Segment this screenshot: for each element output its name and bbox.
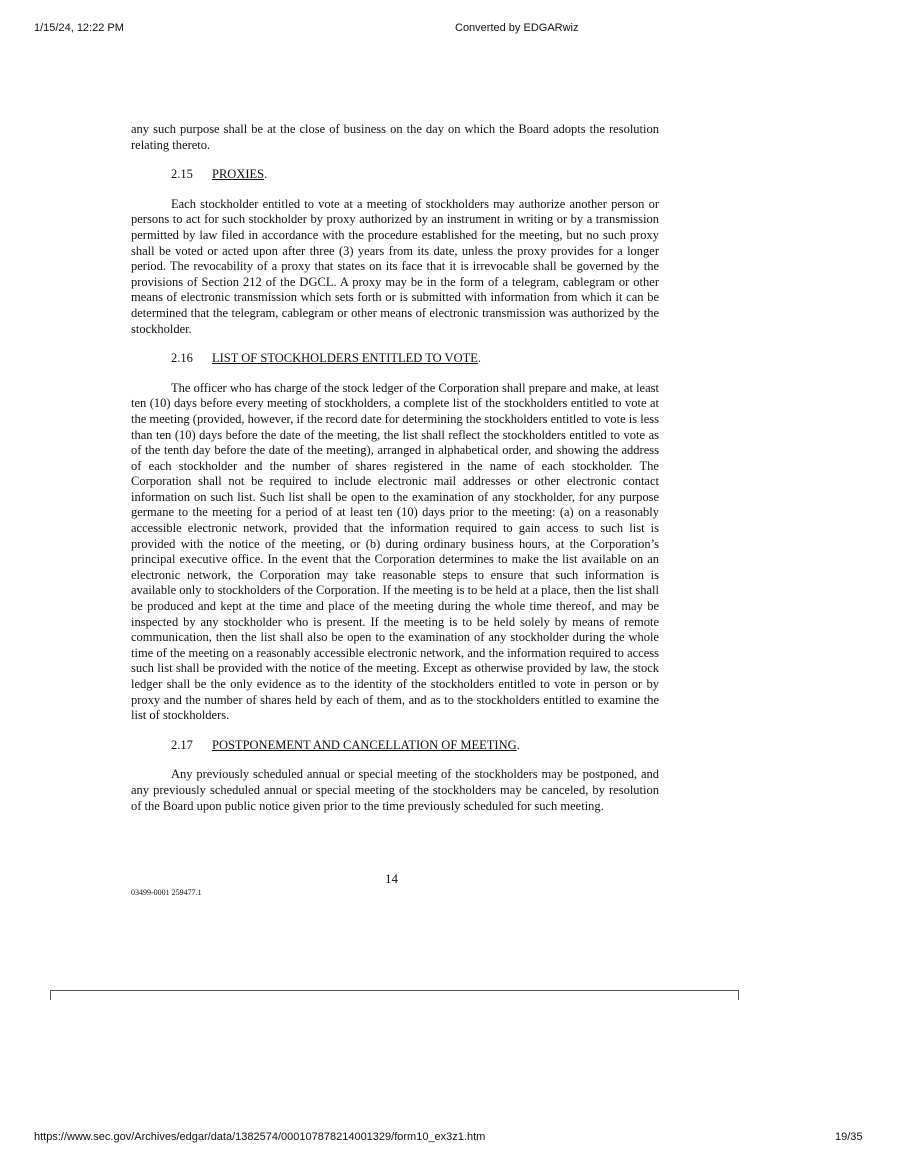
section-heading-2-15 [171,167,659,183]
section-body-2-15: Each stockholder entitled to vote at a meeting of stockholders may authorize another person or persons to act for such stockholder by proxy authorized by an instrument in writing or by a transmission permitted by law filed in accordance with the procedure established for the meeting, but no such proxy shall be voted or acted upon after three (3) years from its date, unless the proxy provides for a longer period. The revocability of a proxy that states on its face that it is irrevocable shall be governed by the provisions of Section 212 of the DGCL. A proxy may be in the form of a telegram, cablegram or other means of electronic transmission which sets forth or is submitted with information from which it can be determined that the telegram, cablegram or other means of electronic transmission was authorized by the stockholder. [131,196,659,336]
section-title-period: . [264,167,268,182]
page-number: 14 [385,871,398,886]
section-body-2-16: The officer who has charge of the stock ledger of the Corporation shall prepare and make, at least ten (10) days before every meeting of stockholders, a complete list of the stockholders entitled to vote at the meeting (provided, however, if the record date for determining the stockholders entitled to vote is less than ten (10) days before the date of the meeting, the list shall reflect the stockholders entitled to vote as of the tenth day before the date of the meeting), arranged in alphabetical order, and showing the address of each stockholder and the number of shares registered in the name of each stockholder. The Corporation shall not be required to include electronic mail addresses or other electronic contact information on such list. Such list shall be open to the examination of any stockholder, for any purpose germane to the meeting for a period of at least ten (10) days prior to the meeting: (a) on a reasonably accessible electronic network, provided that the information required to gain access to such list is provided with the notice of the meeting, or (b) during ordinary business hours, at the Corporation’s principal executive office. In the event that the Corporation determines to make the list available on an electronic network, the Corporation may take reasonable steps to ensure that such information is available only to stockholders of the Corporation. If the meeting is to be held at a place, then the list shall be produced and kept at the time and place of the meeting during the whole time thereof, and may be inspected by any stockholder who is present. If the meeting is to be held solely by means of remote communication, then the list shall also be open to the examination of any stockholder during the whole time of the meeting on a reasonably accessible electronic network, and the information required to access such list shall be provided with the notice of the meeting. Except as otherwise provided by law, the stock ledger shall be the only evidence as to the identity of the stockholders entitled to vote in person or by proxy and the number of shares held by each of them, and as to the stockholders entitled to examine the list of stockholders. [131,380,659,723]
page-frame-divider [50,990,739,1000]
section-title-period: . [516,737,520,752]
section-number: 2.15 [171,167,193,182]
section-heading-2-16 [171,351,659,367]
section-title: PROXIES [212,167,265,182]
section-heading-2-17 [171,738,659,754]
document-id: 03499-0001 259477.1 [131,888,202,897]
continuation-paragraph: any such purpose shall be at the close of business on the day on which the Board adopts the resolution relating thereto. [131,122,659,152]
section-title: POSTPONEMENT AND CANCELLATION OF MEETING [212,737,517,752]
print-datetime: 1/15/24, 12:22 PM [34,22,124,34]
section-number: 2.16 [171,351,193,366]
section-title: LIST OF STOCKHOLDERS ENTITLED TO VOTE [212,351,478,366]
print-page-count: 19/35 [835,1131,863,1143]
page-url: https://www.sec.gov/Archives/edgar/data/1382574/000107878214001329/form10_ex3z1.htm [34,1131,486,1143]
converter-label: Converted by EDGARwiz [455,22,579,34]
section-number: 2.17 [171,737,193,752]
document-body [131,122,659,814]
section-title-period: . [477,351,481,366]
section-body-2-17: Any previously scheduled annual or special meeting of the stockholders may be postponed, and any previously scheduled annual or special meeting of the stockholders may be canceled, by resolution of the Board upon public notice given prior to the time previously scheduled for such meeting. [131,767,659,813]
